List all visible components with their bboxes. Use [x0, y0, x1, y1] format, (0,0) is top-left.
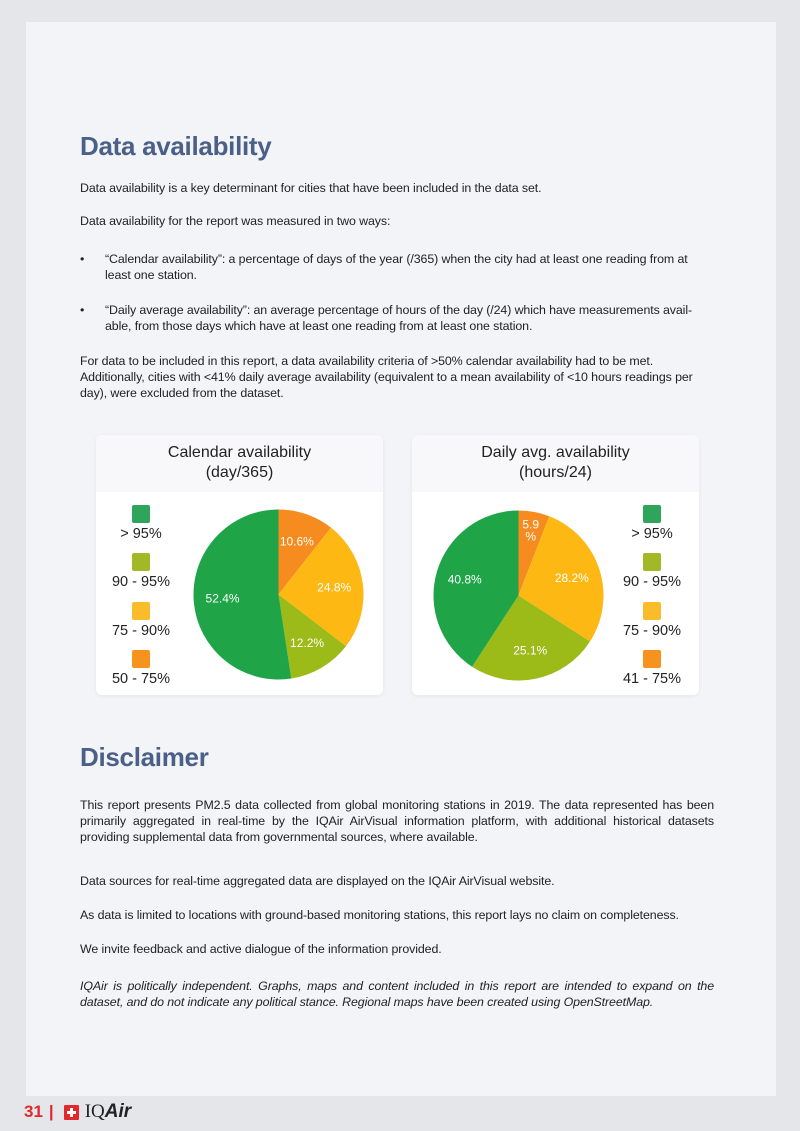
legend-label: 75 - 90%	[622, 623, 682, 639]
pie-slice-label-part: 5.9	[522, 517, 540, 532]
chart-title	[412, 443, 699, 483]
brand-suffix: Air	[104, 1101, 132, 1122]
chart-title	[96, 443, 383, 483]
bullet-dot: •	[80, 252, 85, 266]
legend-label: 90 - 95%	[622, 574, 682, 590]
legend-item	[106, 650, 176, 688]
legend-swatch	[132, 602, 150, 620]
bullet-text: “Daily average availability”: an average percentage of hours of the day (/24) which have measurements avail-able, from those days which have at least one reading from at least one station.	[105, 303, 693, 333]
legend-swatch	[643, 602, 661, 620]
legend-item	[106, 602, 176, 640]
swiss-flag-icon	[64, 1105, 79, 1120]
intro-paragraph: Data availability is a key determinant for cities that have been included in the data set.	[80, 181, 542, 195]
legend-item	[617, 505, 687, 543]
legend-label: 75 - 90%	[111, 623, 171, 639]
daily-availability-card	[412, 435, 699, 695]
pie-slice-label: 10.6%	[279, 534, 314, 549]
pie-slice-label: 40.8%	[447, 572, 482, 587]
legend-item	[617, 553, 687, 591]
disclaimer-heading: Disclaimer	[80, 742, 209, 772]
data-availability-heading: Data availability	[80, 131, 272, 161]
legend-item	[617, 602, 687, 640]
pie-slice-label: 52.4%	[205, 591, 240, 606]
brand-prefix: IQ	[84, 1101, 105, 1122]
page-footer	[24, 1100, 131, 1124]
disclaimer-paragraph-5: IQAir is politically independent. Graphs, maps and content included in this report are intended to expand on the dataset, and do not indicate any political stance. Regional maps have been created using OpenStreetMap.	[80, 979, 714, 1009]
chart-title-line2: (hours/24)	[519, 464, 592, 481]
daily-availability-pie	[431, 508, 606, 683]
legend-swatch	[643, 553, 661, 571]
legend-swatch	[132, 650, 150, 668]
pie-slice-label: 25.1%	[513, 643, 548, 658]
measured-paragraph: Data availability for the report was measured in two ways:	[80, 214, 391, 228]
bullet-text: “Calendar availability”: a percentage of days of the year (/365) when the city had at least one reading from at least one station.	[105, 252, 688, 282]
calendar-availability-pie	[191, 507, 366, 682]
legend-label: 41 - 75%	[622, 671, 682, 687]
criteria-paragraph: For data to be included in this report, a data availability criteria of >50% calendar availability had to be met. Additionally, cities with <41% daily average availability (equivalent to a mean availability of <10 hours readings per day), were excluded from the dataset.	[80, 354, 693, 400]
calendar-availability-card	[96, 435, 383, 695]
legend-label: > 95%	[120, 526, 162, 542]
pie-slice-label: 24.8%	[317, 580, 352, 595]
iqair-logo	[85, 1101, 131, 1123]
chart-title-line1: Calendar availability	[167, 444, 312, 461]
bullet-dot: •	[80, 303, 85, 317]
legend-item	[106, 505, 176, 543]
disclaimer-paragraph-4: We invite feedback and active dialogue of the information provided.	[80, 942, 442, 956]
legend-swatch	[643, 505, 661, 523]
disclaimer-paragraph-2: Data sources for real-time aggregated data are displayed on the IQAir AirVisual website.	[80, 874, 555, 888]
legend-label: 90 - 95%	[111, 574, 171, 590]
pie-slice-label: 12.2%	[290, 635, 325, 650]
pie-slice-label: 28.2%	[554, 571, 589, 586]
page-number: 31	[24, 1102, 43, 1121]
chart-title-line2: (day/365)	[205, 464, 274, 481]
legend-swatch	[132, 505, 150, 523]
legend-swatch	[643, 650, 661, 668]
legend-swatch	[132, 553, 150, 571]
legend-label: 50 - 75%	[111, 671, 171, 687]
legend-item	[617, 650, 687, 688]
legend-label: > 95%	[631, 526, 673, 542]
footer-separator: |	[48, 1102, 54, 1121]
bullet-daily	[80, 302, 720, 334]
disclaimer-paragraph-1: This report presents PM2.5 data collected from global monitoring stations in 2019. The data represented has been primarily aggregated in real-time by the IQAir AirVisual information platform, with additional historical datasets providing supplemental data from governmental sources, where available.	[80, 798, 714, 844]
disclaimer-paragraph-3: As data is limited to locations with ground-based monitoring stations, this report lays no claim on completeness.	[80, 908, 679, 922]
legend-item	[106, 553, 176, 591]
bullet-calendar	[80, 251, 720, 283]
pie-slice-label-part: %	[525, 529, 537, 544]
chart-title-line1: Daily avg. availability	[481, 444, 630, 461]
